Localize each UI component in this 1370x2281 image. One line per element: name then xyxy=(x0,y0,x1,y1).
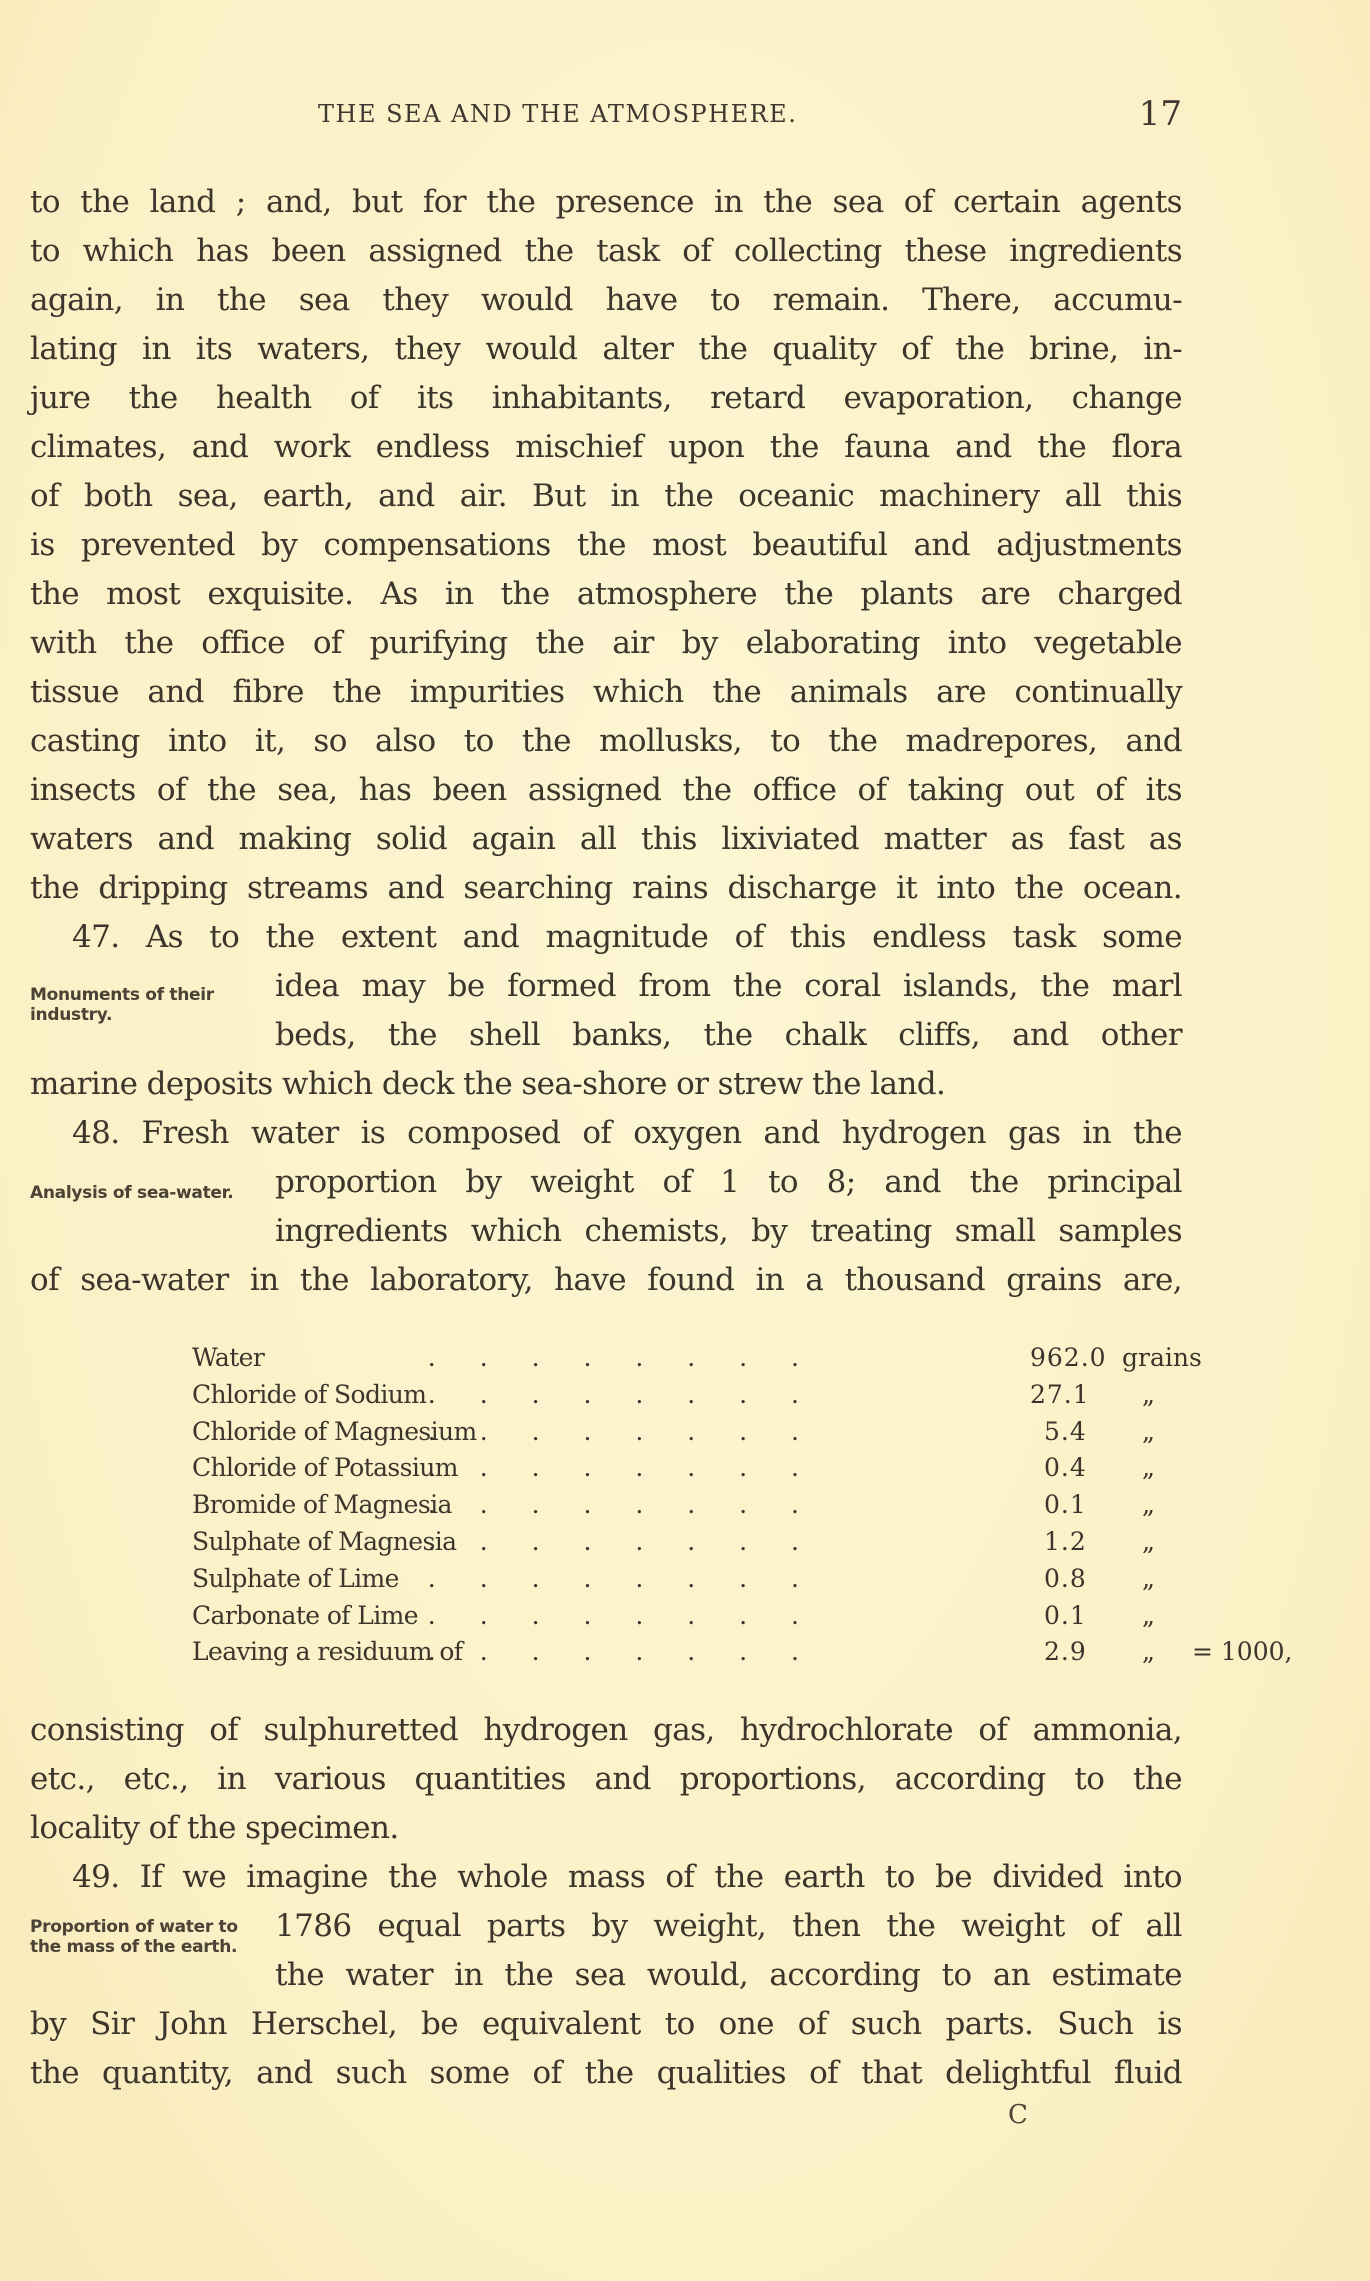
ditto-mark: „ xyxy=(1142,1490,1155,1520)
text-line: of sea-water in the laboratory, have found in a thousand grains are, xyxy=(30,1262,1182,1298)
ingredient-name: Chloride of Sodium xyxy=(192,1379,427,1409)
table-row xyxy=(192,1414,1192,1451)
ingredient-name: Bromide of Magnesia xyxy=(192,1490,452,1520)
signature-mark: C xyxy=(1008,2100,1028,2130)
ingredient-value: 27.1 xyxy=(1030,1379,1090,1409)
ingredient-value: 1.2 xyxy=(1044,1526,1087,1556)
running-head: THE SEA AND THE ATMOSPHERE. xyxy=(318,100,798,128)
text-line: is prevented by compensations the most beautiful and adjustments xyxy=(30,527,1182,563)
leader-dots: . . . . . . . . xyxy=(427,1490,817,1520)
text-line: to the land ; and, but for the presence in the sea of certain agents xyxy=(30,184,1182,220)
text-line: proportion by weight of 1 to 8; and the principal xyxy=(275,1164,1182,1200)
text-line: lating in its waters, they would alter the quality of the brine, in- xyxy=(30,331,1182,367)
text-line: marine deposits which deck the sea-shore or strew the land. xyxy=(30,1066,946,1102)
table-row xyxy=(192,1598,1192,1635)
ingredient-name: Water xyxy=(192,1343,265,1372)
table-row xyxy=(192,1450,1192,1487)
table-row xyxy=(192,1634,1293,1671)
ingredient-name: Leaving a residuum of xyxy=(192,1637,463,1667)
text-line: etc., etc., in various quantities and proportions, according to the xyxy=(30,1761,1182,1797)
text-line: insects of the sea, has been assigned the office of taking out of its xyxy=(30,772,1182,808)
text-line: by Sir John Herschel, be equivalent to one of such parts. Such is xyxy=(30,2006,1182,2042)
text-line: idea may be formed from the coral islands, the marl xyxy=(275,968,1182,1004)
ingredient-value: 0.1 xyxy=(1044,1490,1087,1520)
text-line: locality of the specimen. xyxy=(30,1810,399,1846)
text-line: to which has been assigned the task of collecting these ingredients xyxy=(30,233,1182,269)
leader-dots: . . . . . . . . xyxy=(427,1526,817,1556)
ingredient-value: 962.0 xyxy=(1030,1343,1107,1372)
text-line: ingredients which chemists, by treating small samples xyxy=(275,1213,1182,1249)
total-value: = 1000, xyxy=(1192,1637,1293,1667)
table-row xyxy=(192,1561,1192,1598)
ingredient-value: 0.1 xyxy=(1044,1600,1087,1630)
ingredient-name: Chloride of Potassium xyxy=(192,1453,458,1483)
ingredient-name: Carbonate of Lime xyxy=(192,1600,418,1630)
text-line: with the office of purifying the air by elaborating into vegetable xyxy=(30,625,1182,661)
text-line: jure the health of its inhabitants, retard evaporation, change xyxy=(30,380,1182,416)
ditto-mark: „ xyxy=(1142,1637,1155,1667)
ingredient-value: 0.8 xyxy=(1044,1563,1087,1593)
ingredient-name: Sulphate of Lime xyxy=(192,1563,399,1593)
text-line: the dripping streams and searching rains discharge it into the ocean. xyxy=(30,870,1182,906)
page-number: 17 xyxy=(1138,94,1182,134)
text-line: 47. As to the extent and magnitude of this endless task some xyxy=(72,919,1182,955)
ingredient-unit: grains xyxy=(1122,1343,1202,1372)
ingredient-name: Sulphate of Magnesia xyxy=(192,1526,457,1556)
leader-dots: . . . . . . . . xyxy=(427,1343,817,1372)
ingredient-value: 0.4 xyxy=(1044,1453,1087,1483)
text-line: again, in the sea they would have to remain. There, accumu- xyxy=(30,282,1182,318)
text-line: 1786 equal parts by weight, then the weight of all xyxy=(275,1908,1182,1944)
leader-dots: . . . . . . . . xyxy=(427,1600,817,1630)
sidenote-monuments: Monuments of their industry. xyxy=(30,985,214,1025)
text-line: 49. If we imagine the whole mass of the earth to be divided into xyxy=(72,1859,1182,1895)
leader-dots: . . . . . . . . xyxy=(427,1416,817,1446)
ditto-mark: „ xyxy=(1142,1379,1155,1409)
text-line: climates, and work endless mischief upon the fauna and the flora xyxy=(30,429,1182,465)
ditto-mark: „ xyxy=(1142,1453,1155,1483)
text-line: casting into it, so also to the mollusks, to the madrepores, and xyxy=(30,723,1182,759)
ingredient-name: Chloride of Magnesium xyxy=(192,1416,477,1446)
text-line: the most exquisite. As in the atmosphere the plants are charged xyxy=(30,576,1182,612)
leader-dots: . . . . . . . . xyxy=(427,1379,817,1409)
ditto-mark: „ xyxy=(1142,1416,1155,1446)
sea-water-composition-table xyxy=(192,1340,1293,1671)
text-line: consisting of sulphuretted hydrogen gas, hydrochlorate of ammonia, xyxy=(30,1712,1182,1748)
ditto-mark: „ xyxy=(1142,1563,1155,1593)
table-row xyxy=(192,1340,1202,1377)
text-line: beds, the shell banks, the chalk cliffs, and other xyxy=(275,1017,1182,1053)
text-line: the quantity, and such some of the qualities of that delightful fluid xyxy=(30,2055,1182,2091)
sidenote-analysis: Analysis of sea-water. xyxy=(30,1183,234,1203)
text-line: the water in the sea would, according to an estimate xyxy=(275,1957,1182,1993)
text-line: tissue and fibre the impurities which the animals are continually xyxy=(30,674,1182,710)
text-line: waters and making solid again all this lixiviated matter as fast as xyxy=(30,821,1182,857)
ingredient-value: 2.9 xyxy=(1044,1637,1087,1667)
table-row xyxy=(192,1377,1192,1414)
table-row xyxy=(192,1524,1192,1561)
sidenote-proportion: Proportion of water to the mass of the earth. xyxy=(30,1917,238,1957)
ingredient-value: 5.4 xyxy=(1044,1416,1087,1446)
ditto-mark: „ xyxy=(1142,1600,1155,1630)
leader-dots: . . . . . . . . xyxy=(427,1637,817,1667)
leader-dots: . . . . . . . . xyxy=(427,1563,817,1593)
ditto-mark: „ xyxy=(1142,1526,1155,1556)
text-line: 48. Fresh water is composed of oxygen and hydrogen gas in the xyxy=(72,1115,1182,1151)
text-line: of both sea, earth, and air. But in the oceanic machinery all this xyxy=(30,478,1182,514)
leader-dots: . . . . . . . . xyxy=(427,1453,817,1483)
table-row xyxy=(192,1487,1192,1524)
